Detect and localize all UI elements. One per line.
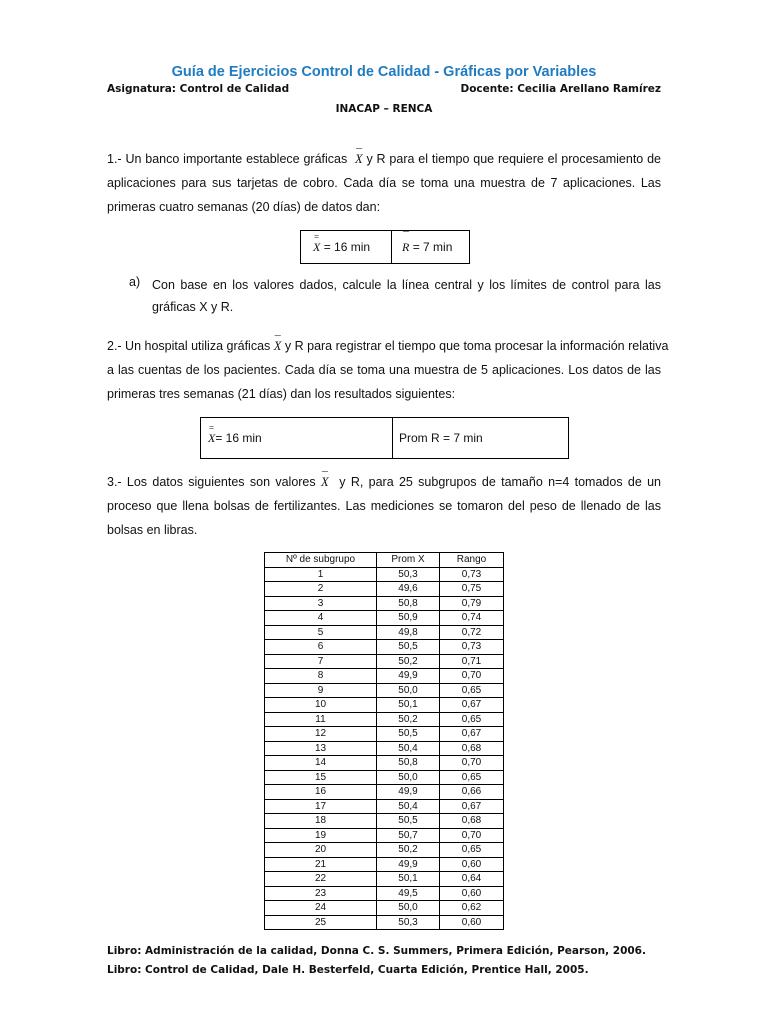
- reference-1: Libro: Administración de la calidad, Donna C. S. Summers, Primera Edición, Pearson, 2006.: [107, 945, 646, 957]
- table-header-row: [265, 553, 504, 568]
- subgroup-number-cell: 5: [265, 625, 377, 640]
- range-value-cell: 0,73: [440, 567, 504, 582]
- item-a-text: [152, 274, 661, 318]
- range-value-cell: 0,68: [440, 741, 504, 756]
- range-value-cell: 0,65: [440, 712, 504, 727]
- subgroup-number-cell: 11: [265, 712, 377, 727]
- table-row: [265, 654, 504, 669]
- range-value-cell: 0,79: [440, 596, 504, 611]
- range-value-cell: 0,74: [440, 611, 504, 626]
- table-row: [265, 582, 504, 597]
- rbar-value-cell: ¯ R = 7 min: [392, 231, 469, 263]
- table-row: [265, 770, 504, 785]
- mean-value-cell: 50,2: [377, 843, 440, 858]
- range-value-cell: 0,65: [440, 843, 504, 858]
- subgroup-number-cell: 25: [265, 915, 377, 930]
- exercise-3-line-2: proceso que llena bolsas de fertilizantes. Las mediciones se tomaron del peso de llenado de las: [107, 499, 661, 513]
- range-value-cell: 0,65: [440, 770, 504, 785]
- subgroup-number-cell: 7: [265, 654, 377, 669]
- range-value-cell: 0,71: [440, 654, 504, 669]
- mean-value-cell: 50,0: [377, 770, 440, 785]
- mean-value-cell: 50,3: [377, 915, 440, 930]
- range-value-cell: 0,67: [440, 698, 504, 713]
- item-a-line-2: gráficas X y R.: [152, 300, 234, 314]
- range-value-cell: 0,60: [440, 915, 504, 930]
- table-row: [265, 799, 504, 814]
- table-row: [265, 741, 504, 756]
- table-row: [265, 640, 504, 655]
- table-row: [265, 901, 504, 916]
- subgroup-number-cell: 16: [265, 785, 377, 800]
- table-row: [265, 683, 504, 698]
- range-value-cell: 0,70: [440, 756, 504, 771]
- subgroup-number-cell: 24: [265, 901, 377, 916]
- range-value-cell: 0,75: [440, 582, 504, 597]
- subgroup-number-cell: 13: [265, 741, 377, 756]
- table-row: [265, 915, 504, 930]
- subgroup-number-cell: 4: [265, 611, 377, 626]
- subgroup-number-cell: 2: [265, 582, 377, 597]
- exercise-3-line-1: 3.- Los datos siguientes son valores ¯ X y R, para 25 subgrupos de tamaño n=4 tomados de un: [107, 470, 661, 494]
- exercise-3-text: [107, 470, 661, 542]
- range-value-cell: 0,70: [440, 828, 504, 843]
- mean-value-cell: 49,6: [377, 582, 440, 597]
- mean-value-cell: 50,5: [377, 814, 440, 829]
- subgroup-data-table: [264, 552, 504, 930]
- range-value-cell: 0,64: [440, 872, 504, 887]
- subgroup-number-cell: 19: [265, 828, 377, 843]
- exercise-2-line-1: 2.- Un hospital utiliza gráficas ¯ X y R para registrar el tiempo que toma procesar la información relativa: [107, 334, 661, 358]
- table-row: [265, 625, 504, 640]
- column-header-mean: Prom X: [377, 553, 440, 568]
- range-value-cell: 0,68: [440, 814, 504, 829]
- xbar-value-cell: = X = 16 min: [301, 231, 392, 263]
- range-value-cell: 0,73: [440, 640, 504, 655]
- range-value-cell: 0,60: [440, 857, 504, 872]
- exercise-2-line-2: a las cuentas de los pacientes. Cada día se toma una muestra de 5 aplicaciones. Los datos de las: [107, 363, 661, 377]
- mean-value-cell: 50,3: [377, 567, 440, 582]
- mean-value-cell: 49,9: [377, 785, 440, 800]
- range-value-cell: 0,67: [440, 799, 504, 814]
- subgroup-number-cell: 20: [265, 843, 377, 858]
- teacher-label: Docente: Cecilia Arellano Ramírez: [460, 83, 661, 95]
- exercise-1-values-box: [300, 230, 470, 264]
- table-row: [265, 814, 504, 829]
- table-row: [265, 727, 504, 742]
- mean-value-cell: 50,1: [377, 872, 440, 887]
- subgroup-number-cell: 8: [265, 669, 377, 684]
- column-header-range: Rango: [440, 553, 504, 568]
- table-row: [265, 872, 504, 887]
- mean-value-cell: 50,7: [377, 828, 440, 843]
- mean-value-cell: 49,9: [377, 669, 440, 684]
- mean-value-cell: 50,4: [377, 799, 440, 814]
- table-row: [265, 611, 504, 626]
- mean-value-cell: 50,4: [377, 741, 440, 756]
- subgroup-number-cell: 17: [265, 799, 377, 814]
- subgroup-number-cell: 23: [265, 886, 377, 901]
- subgroup-number-cell: 12: [265, 727, 377, 742]
- subgroup-number-cell: 15: [265, 770, 377, 785]
- xbar-value-cell: = X = 16 min: [201, 418, 393, 458]
- mean-value-cell: 50,2: [377, 712, 440, 727]
- mean-value-cell: 50,5: [377, 727, 440, 742]
- mean-value-cell: 50,8: [377, 756, 440, 771]
- exercise-2-line-3: primeras tres semanas (21 días) dan los resultados siguientes:: [107, 387, 456, 401]
- subgroup-number-cell: 22: [265, 872, 377, 887]
- course-label: Asignatura: Control de Calidad: [107, 83, 290, 95]
- exercise-1-text: [107, 147, 661, 219]
- subgroup-number-cell: 1: [265, 567, 377, 582]
- mean-value-cell: 50,8: [377, 596, 440, 611]
- table-row: [265, 669, 504, 684]
- subgroup-number-cell: 18: [265, 814, 377, 829]
- subgroup-number-cell: 3: [265, 596, 377, 611]
- range-value-cell: 0,60: [440, 886, 504, 901]
- exercise-2-values-box: [200, 417, 569, 459]
- mean-value-cell: 50,9: [377, 611, 440, 626]
- exercise-1-line-3: primeras cuatro semanas (20 días) de datos dan:: [107, 200, 381, 214]
- table-row: [265, 567, 504, 582]
- item-a-line-1: Con base en los valores dados, calcule la línea central y los límites de control para las: [152, 278, 661, 292]
- institution-label: INACAP – RENCA: [335, 103, 433, 115]
- mean-value-cell: 50,1: [377, 698, 440, 713]
- subgroup-number-cell: 14: [265, 756, 377, 771]
- column-header-subgroup: Nº de subgrupo: [265, 553, 377, 568]
- range-value-cell: 0,62: [440, 901, 504, 916]
- range-value-cell: 0,66: [440, 785, 504, 800]
- subgroup-number-cell: 21: [265, 857, 377, 872]
- exercise-1-line-2: aplicaciones para sus tarjetas de cobro. Cada día se toma una muestra de 7 aplicaciones. Las: [107, 176, 661, 190]
- item-a-marker: a): [129, 275, 141, 289]
- table-row: [265, 698, 504, 713]
- table-row: [265, 828, 504, 843]
- exercise-1-line-1: 1.- Un banco importante establece gráficas ¯ X y R para el tiempo que requiere el procesamiento de: [107, 147, 661, 171]
- table-row: [265, 843, 504, 858]
- exercise-2-text: [107, 334, 669, 406]
- mean-value-cell: 50,0: [377, 683, 440, 698]
- mean-value-cell: 50,2: [377, 654, 440, 669]
- table-row: [265, 785, 504, 800]
- subgroup-number-cell: 10: [265, 698, 377, 713]
- table-row: [265, 596, 504, 611]
- range-value-cell: 0,72: [440, 625, 504, 640]
- reference-2: Libro: Control de Calidad, Dale H. Besterfeld, Cuarta Edición, Prentice Hall, 2005.: [107, 964, 589, 976]
- document-title: Guía de Ejercicios Control de Calidad - Gráficas por Variables: [171, 64, 597, 80]
- range-value-cell: 0,70: [440, 669, 504, 684]
- rbar-value-cell: Prom R = 7 min: [399, 431, 483, 445]
- mean-value-cell: 49,5: [377, 886, 440, 901]
- mean-value-cell: 50,5: [377, 640, 440, 655]
- exercise-3-line-3: bolsas en libras.: [107, 523, 198, 537]
- range-value-cell: 0,67: [440, 727, 504, 742]
- table-row: [265, 886, 504, 901]
- mean-value-cell: 49,8: [377, 625, 440, 640]
- table-row: [265, 756, 504, 771]
- table-row: [265, 857, 504, 872]
- mean-value-cell: 49,9: [377, 857, 440, 872]
- table-row: [265, 712, 504, 727]
- mean-value-cell: 50,0: [377, 901, 440, 916]
- subgroup-number-cell: 9: [265, 683, 377, 698]
- subgroup-number-cell: 6: [265, 640, 377, 655]
- range-value-cell: 0,65: [440, 683, 504, 698]
